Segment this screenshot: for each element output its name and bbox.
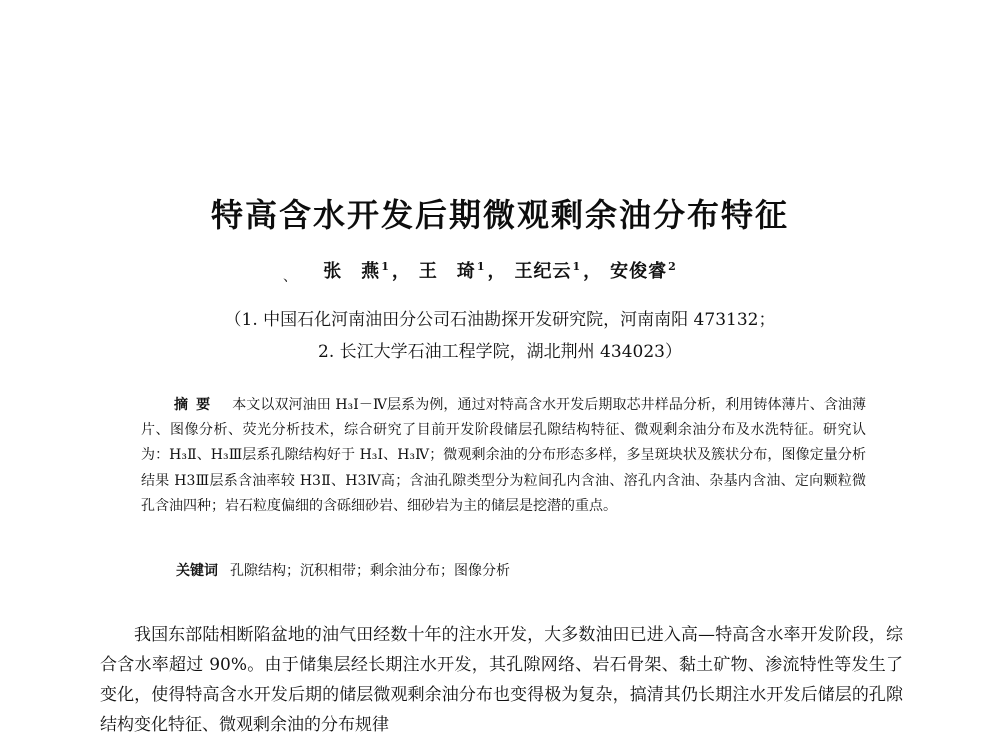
body-paragraph: 我国东部陆相断陷盆地的油气田经数十年的注水开发，大多数油田已进入高—特高含水率开发阶段，综合含水率超过 90%。由于储集层经长期注水开发，其孔隙网络、岩石骨架、黏土矿物、渗流特性等发生了变化，使得特高含水开发后期的储层微观剩余油分布也变得极为复杂，搞清其仍长期注水开发后储层的孔隙结构变化特征、微观剩余油的分布规律 [100,625,903,735]
author [515,257,582,283]
author [419,257,486,283]
paper-title: 特高含水开发后期微观剩余油分布特征 [210,196,789,234]
author-separator: ， [583,261,603,282]
author-affiliation-mark: 1 [572,260,582,273]
author-name: 安俊睿 [610,261,668,282]
author-affiliation-mark: 2 [668,260,677,273]
author-affiliation-mark: 1 [381,260,390,273]
author-separator: ， [487,261,507,282]
affiliation-line: （1. 中国石化河南油田分公司石油勘探开发研究院，河南南阳 473132； [224,310,776,330]
author-list [0,257,1000,283]
author-name: 王 琦 [418,261,476,282]
author-separator: ， [391,261,411,282]
author [610,257,677,283]
stray-mark: 、 [283,269,297,285]
author-name: 王纪云 [514,261,572,282]
author [323,257,390,283]
keywords [176,560,510,580]
keywords-text: 孔隙结构；沉积相带；剩余油分布；图像分析 [230,563,510,579]
abstract [141,393,866,519]
abstract-text: 本文以双河油田 H₃Ⅰ－Ⅳ层系为例，通过对特高含水开发后期取芯井样品分析，利用铸体薄片、含油薄片、图像分析、荧光分析技术，综合研究了目前开发阶段储层孔隙结构特征、微观剩余油分布及水洗特征。研究认为：H₃Ⅱ、H₃Ⅲ层系孔隙结构好于 H₃Ⅰ、H₃Ⅳ；微观剩余油的分布形态多样，多呈斑块状及簇状分布，图像定量分析结果 H3Ⅲ层系含油率较 H3Ⅱ、H3Ⅳ高；含油孔隙类型分为粒间孔内含油、溶孔内含油、杂基内含油、定向颗粒微孔含油四种；岩石粒度偏细的含砾细砂岩、细砂岩为主的储层是挖潜的重点。 [141,397,866,514]
abstract-label: 摘要 [174,397,219,413]
keywords-label: 关键词 [176,563,218,579]
affiliation-line: 2. 长江大学石油工程学院，湖北荆州 434023） [318,342,682,362]
author-affiliation-mark: 1 [476,260,486,273]
author-name: 张 燕 [323,261,381,282]
